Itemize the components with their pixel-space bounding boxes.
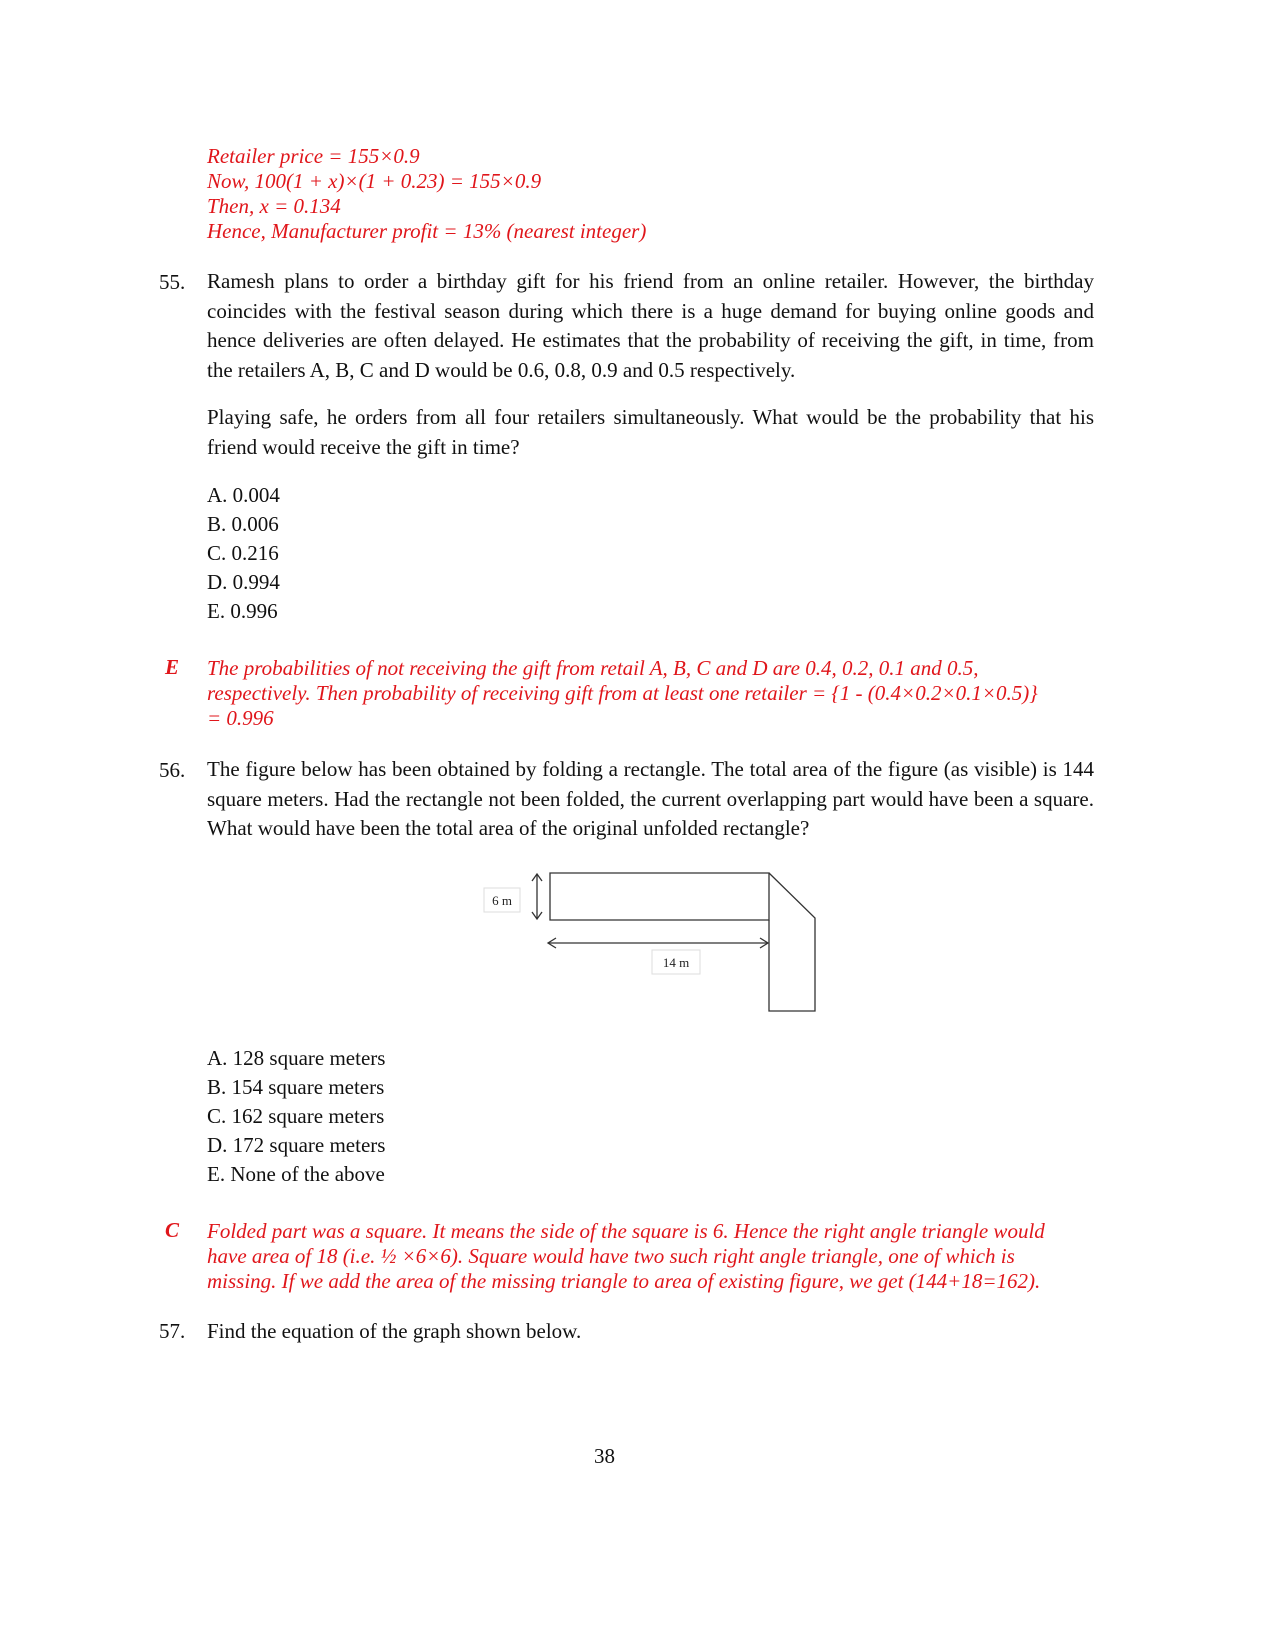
question-56-option-b: B. 154 square meters (207, 1075, 385, 1099)
folded-rectangle-figure (470, 860, 830, 1020)
question-56-solution-line-1: Folded part was a square. It means the side of the square is 6. Hence the right angle triangle would (207, 1219, 1045, 1243)
question-56-text: The figure below has been obtained by folding a rectangle. The total area of the figure (as visible) is 144 square meters. Had the rectangle not been folded, the current overlapping part would have been a square. What would have been the total area of the original unfolded rectangle? (207, 757, 1094, 840)
prev-solution-line-3: Then, x = 0.134 (207, 194, 341, 218)
question-55-answer-letter: E (165, 655, 180, 679)
question-57-number: 57. (159, 1319, 186, 1343)
question-55-option-e: E. 0.996 (207, 599, 278, 623)
question-55-option-a: A. 0.004 (207, 483, 280, 507)
question-55-solution-line-3: = 0.996 (207, 706, 274, 730)
page-number: 38 (594, 1444, 615, 1468)
question-56-solution-line-2: have area of 18 (i.e. ½ ×6×6). Square would have two such right angle triangle, one of which is (207, 1244, 1015, 1268)
question-55-number: 55. (159, 270, 186, 294)
question-56-option-a: A. 128 square meters (207, 1046, 386, 1070)
question-55-option-c: C. 0.216 (207, 541, 279, 565)
question-55-solution-line-1: The probabilities of not receiving the gift from retail A, B, C and D are 0.4, 0.2, 0.1 and 0.5, (207, 656, 979, 680)
height-label: 6 m (492, 893, 512, 908)
question-55-option-b: B. 0.006 (207, 512, 279, 536)
length-label: 14 m (662, 955, 690, 970)
prev-solution-line-2: Now, 100(1 + x)×(1 + 0.23) = 155×0.9 (207, 169, 542, 193)
question-55-text-2: Playing safe, he orders from all four retailers simultaneously. What would be the probability that his friend would receive the gift in time? (207, 405, 1094, 459)
horizontal-bar (550, 873, 769, 920)
question-57-text: Find the equation of the graph shown below. (207, 1319, 582, 1343)
question-56-number: 56. (159, 758, 186, 782)
vertical-folded-part (769, 873, 815, 1011)
question-55-text: Ramesh plans to order a birthday gift for his friend from an online retailer. However, the birthday coincides with the festival season during which there is a huge demand for buying online goods and hence deliveries are often delayed. He estimates that the probability of receiving the gift, in time, from the retailers A, B, C and D would be 0.6, 0.8, 0.9 and 0.5 respectively. (207, 269, 1094, 382)
question-56-answer-letter: C (165, 1218, 180, 1242)
prev-solution-line-4: Hence, Manufacturer profit = 13% (nearest integer) (207, 219, 647, 243)
question-55-solution-line-2: respectively. Then probability of receiving gift from at least one retailer = {1 - (0.4×0.2×0.1×0.5)} (207, 681, 1038, 705)
question-55-option-d: D. 0.994 (207, 570, 280, 594)
question-56-solution-line-3: missing. If we add the area of the missing triangle to area of existing figure, we get (144+18=162). (207, 1269, 1041, 1293)
prev-solution-line-1: Retailer price = 155×0.9 (207, 144, 420, 168)
question-56-option-c: C. 162 square meters (207, 1104, 385, 1128)
question-56-option-e: E. None of the above (207, 1162, 385, 1186)
question-56-option-d: D. 172 square meters (207, 1133, 386, 1157)
